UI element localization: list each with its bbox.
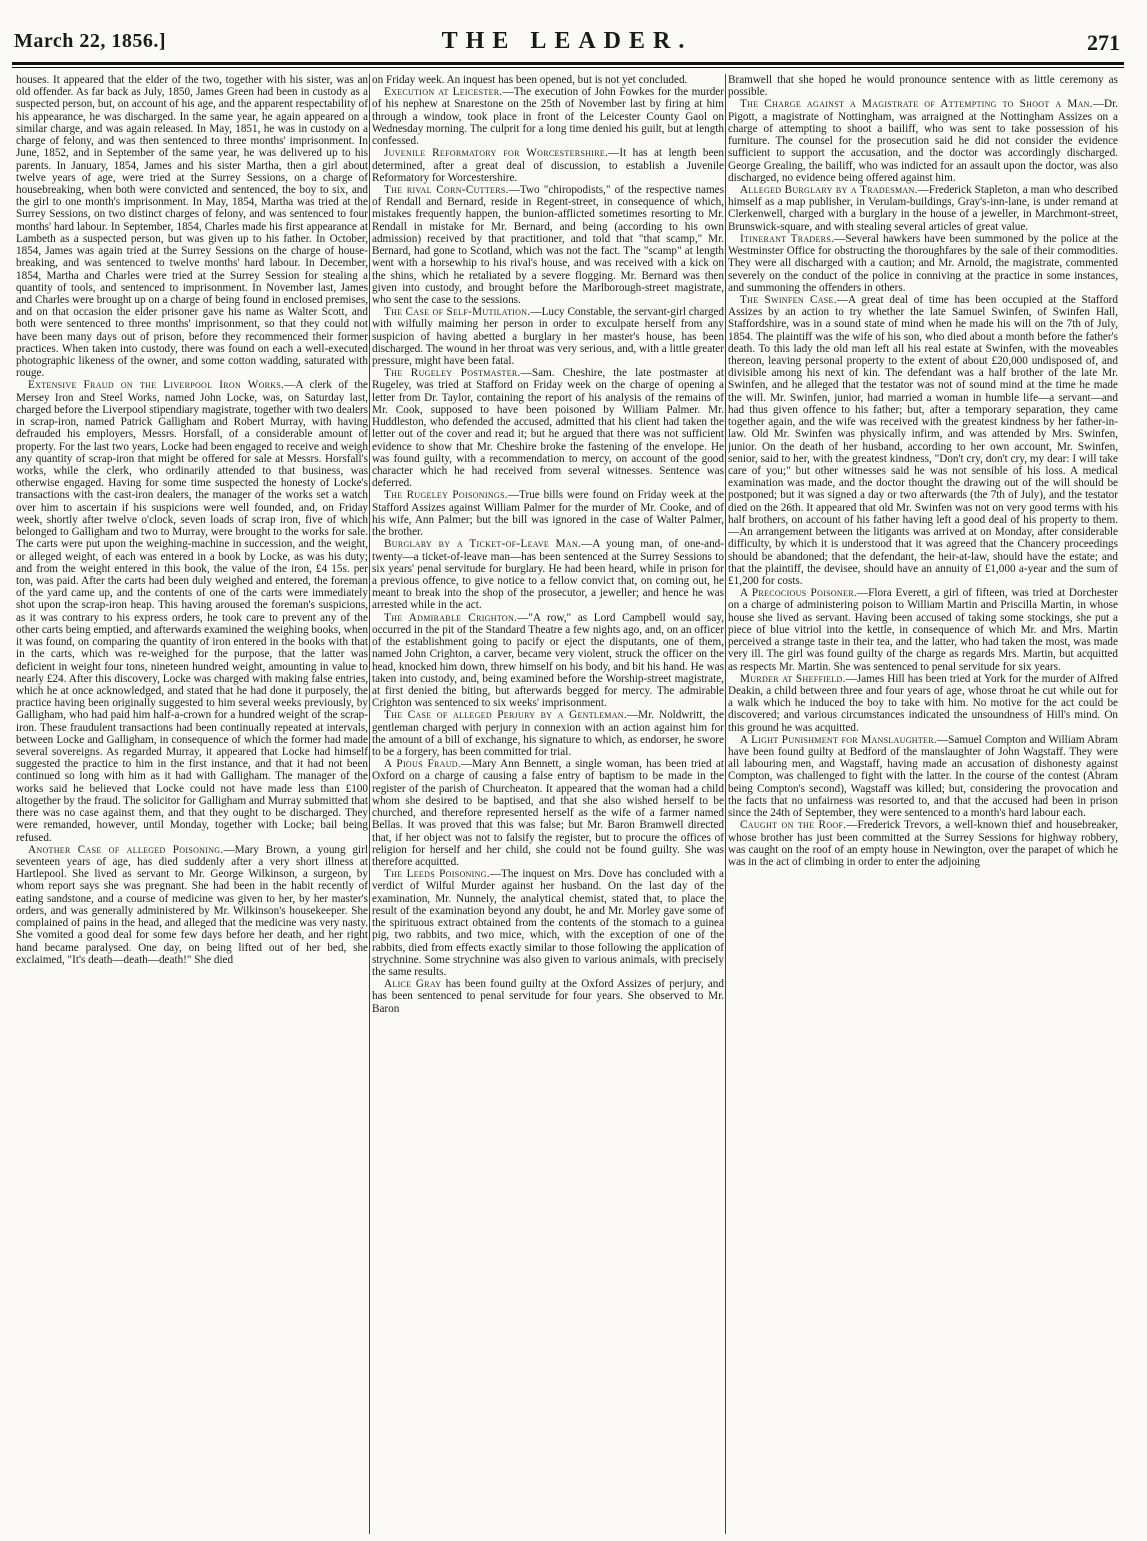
article-body: —"A row," as Lord Campbell would say, occurred in the pit of the Standard Theatre a few nights ago, and, on an officer of the establishment going to pacify or eject the disputants, one of them, named John Crighton, a carver, became very violent, struck the officer on the head, knocked him down, threw himself on his body, and bit his hand. He was taken into custody, and, being examined before the Worship-street magistrate, at first denied the biting, but afterwards begged for mercy. The admirable Crighton was sentenced to six weeks' imprisonment. — [372, 611, 724, 710]
article-body: —A great deal of time has been occupied at the Stafford Assizes by an action to try whether the late Samuel Swinfen, of Swinfen Hall, Staffordshire, was in a sound state of mind when he made his will on the 7th of July, 1854. The plaintiff was the wife of his son, who died about a month before the father's death. To this lady the old man left all his real estate at Swinfen, with the moveables thereon, leaving personal property to the extent of about £20,000 undisposed of, and divisible among his next of kin. The defendant was a half brother of the late Mr. Swinfen, and he alleged that the testator was not of sound mind at the time he made the will. Mr. Swinfen, junior, had married a woman in humble life—a servant—and had thus given offence to his father; but, after a temporary separation, they came together again, and the wife was received with the greatest kindness by her father-in-law. Old Mr. Swinfen was physically infirm, and was attended by Mrs. Swinfen, junior. On the death of her husband, according to her own account, Mr. Swinfen, senior, said to her, with the greatest kindness, "Don't cry, don't cry, my dear: I will take care of you;" but other witnesses said he was not sensible of his loss. A medical examination was made, and the doctor thought the drawing out of the will should be postponed; but it was signed a day or two afterwards (the 7th of July), and the testator died on the 26th. It appeared that old Mr. Swinfen was not on very good terms with his half brothers, on account of his father having left a good deal of his property to them.—An arrangement between the litigants was arrived at on Monday, after considerable difficulty, by which it is understood that it was agreed that the Chancery proceedings should be abandoned; that the defendant, the heir-at-law, should have the estate; and that the plaintiff, the devisee, should have an annuity of £1,000 a-year and the sum of £1,200 for costs. — [728, 293, 1118, 587]
column-3 — [728, 74, 1118, 1534]
article-heading: The Leeds Poisoning. — [384, 868, 490, 881]
article-body: —Dr. Pigott, a magistrate of Nottingham, was arraigned at the Nottingham Assizes on a charge of attempting to shoot a bailiff, who was sent to take possession of his furniture. The counsel for the prosecution said he did not consider the evidence sufficient to support the accusation, and the doctor was accordingly discharged. George Grealing, the bailiff, who was indicted for an assault upon the doctor, was also discharged, no evidence being offered against him. — [728, 98, 1118, 184]
article-paragraph: Bramwell that she hoped he would pronounce sentence with as little ceremony as possible. — [728, 74, 1118, 99]
article-paragraph — [372, 306, 724, 367]
article-body: —True bills were found on Friday week at the Stafford Assizes against William Palmer for the murder of Mr. Cooke, and of his wife, Ann Palmer; but the bill was ignored in the case of Walter Palmer, the brother. — [372, 489, 724, 539]
column-1 — [16, 74, 368, 1534]
article-paragraph — [728, 734, 1118, 820]
article-paragraph — [728, 587, 1118, 673]
article-heading: Juvenile Reformatory for Worcestershire. — [384, 147, 609, 160]
article-heading: The Admirable Crighton. — [384, 611, 518, 624]
article-heading: Itinerant Traders. — [740, 232, 835, 245]
column-2 — [372, 74, 724, 1534]
page-number: 271 — [1087, 30, 1120, 55]
article-heading: Alleged Burglary by a Tradesman. — [740, 183, 918, 196]
article-heading: A Precocious Poisoner. — [740, 587, 857, 600]
article-heading: A Light Punishment for Manslaughter. — [740, 733, 937, 746]
article-body: —The inquest on Mrs. Dove has concluded with a verdict of Wilful Murder against her husband. On the last day of the examination, Mr. Nunnely, the analytical chemist, stated that, to place the result of the examination beyond any doubt, he and Mr. Morley gave some of the spirituous extract obtained from the contents of the stomach to a guinea pig, two rabbits, and two mice, which, with the exception of one of the rabbits, died from effects exactly similar to those following the application of strychnine. Some strychnine was also given to various animals, with precisely the same results. — [372, 868, 724, 978]
masthead-rule-thin — [12, 67, 1124, 68]
article-body: —Sam. Cheshire, the late postmaster at Rugeley, was tried at Stafford on Friday week on the charge of opening a letter from Dr. Taylor, containing the report of his analysis of the remains of Mr. Cook, supposed to have been poisoned by William Palmer. Mr. Huddleston, who defended the accused, admitted that his client had taken the letter out of the cover and read it; but he argued that there was not sufficient evidence to show that Mr. Cheshire broke the fastening of the envelope. He was found guilty, with a recommendation to mercy, on account of the good character which he had received from several witnesses. Sentence was deferred. — [372, 367, 724, 490]
article-heading: Extensive Fraud on the Liverpool Iron Works. — [28, 379, 285, 392]
article-body: —Several hawkers have been summoned by the police at the Westminster Office for obstructing the thoroughfares by the sale of their commodities. They were all discharged with a caution; and Mr. Arnold, the magistrate, commented severely on the conduct of the police in conniving at the practice in some instances, and summoning the offenders in others. — [728, 232, 1118, 294]
article-paragraph — [16, 379, 368, 843]
article-body: —Mary Brown, a young girl seventeen years of age, has died suddenly after a very short illness at Hartlepool. She lived as servant to Mr. George Wilkinson, a surgeon, by whom report says she was pregnant. She had been in the habit recently of eating sandstone, and a course of medicine was given to her, by her master's orders, and was generally administered by Mr. Wilkinson's housekeeper. She complained of pains in the head, and alleged that the medicine was very nasty. She vomited a good deal for some few days before her death, and her right hand became paralysed. One day, on being lifted out of her bed, she exclaimed, "It's death—death—death!" She died — [16, 843, 368, 966]
article-paragraph — [372, 758, 724, 868]
masthead — [14, 28, 1120, 56]
article-paragraph — [372, 147, 724, 184]
article-paragraph — [372, 612, 724, 710]
issue-date: March 22, 1856.] — [14, 30, 167, 52]
article-heading: Alice Gray — [384, 978, 442, 991]
article-heading: The Rugeley Postmaster. — [384, 367, 521, 380]
article-paragraph — [728, 294, 1118, 587]
article-paragraph — [372, 709, 724, 758]
article-body: has been found guilty at the Oxford Assizes of perjury, and has been sentenced to penal servitude for four years. She observed to Mr. Baron — [372, 978, 724, 1015]
masthead-rule — [12, 62, 1124, 65]
article-paragraph — [372, 538, 724, 611]
article-body: —James Hill has been tried at York for the murder of Alfred Deakin, a child between three and four years of age, whose throat he cut while out for a walk which he induced the boy to take with him. No motive for the act could be discovered; and various circumstances indicated the unsoundness of Hill's mind. On this ground he was acquitted. — [728, 672, 1118, 734]
article-paragraph — [728, 184, 1118, 233]
article-heading: Murder at Sheffield. — [740, 672, 846, 685]
newspaper-title: THE LEADER. — [441, 28, 693, 54]
article-paragraph — [372, 868, 724, 978]
article-paragraph — [372, 86, 724, 147]
article-paragraph — [372, 489, 724, 538]
article-body: —Two "chiropodists," of the respective names of Rendall and Bernard, reside in Regent-street, in consequence of which, mistakes frequently happen, the bunion-afflicted sometimes resorting to Mr. Rendall in mistake for Mr. Bernard, and being (according to his own admission) received by that practitioner, and told that "that scamp," Mr. Bernard, had gone to Scotland, which was not the fact. The "scamp" at length went with a horsewhip to his rival's house, and was received with a kick on the shins, which he retaliated by a severe flogging. Mr. Bernard was then given into custody, and brought before the Marlborough-street magistrate, who sent the case to the sessions. — [372, 183, 724, 306]
article-paragraph: houses. It appeared that the elder of the two, together with his sister, was an old offender. As far back as July, 1850, James Green had been in custody as a suspected person, but, on account of his age, and the apparent respectability of his appearance, he was discharged. In the same year, he again appeared on a similar charge, and was again released. In May, 1851, he was in custody on a charge of felony, and was then sentenced to three months' imprisonment. In June, 1852, and in September of the same year, he was delivered up to his parents. In January, 1854, James and his sister Martha, then a girl about twelve years of age, were tried at the Surrey Sessions, on a charge of housebreaking, when both were convicted and sentenced, the boy to six, and the girl to one month's imprisonment. In May, 1854, Martha was tried at the Surrey Sessions, on two distinct charges of felony, and was sentenced to four months' hard labour. In September, 1854, Charles made his first appearance at Lambeth as a suspected person, but was given up to his father. In October, 1854, James was again tried at the Surrey Sessions on the charge of house-breaking, and was sentenced to twelve months' hard labour. In December, 1854, Martha and Charles were tried at the Surrey Session for stealing a quantity of tools, and sentenced to imprisonment. In November last, James and Charles were brought up on a charge of being found in enclosed premises, and on that occasion the elder prisoner gave his name as Walter Scott, and both were sentenced to three months' imprisonment, so that they could not have been many days out of prison, before they recommenced their former practices. When taken into custody, there was found on each a well-executed photographic likeness of the owner, and some cotton wadding, saturated with rouge. — [16, 74, 368, 380]
article-paragraph: on Friday week. An inquest has been opened, but is not yet concluded. — [372, 74, 688, 86]
article-paragraph — [728, 98, 1118, 184]
article-body: —Mr. Noldwritt, the gentleman charged with perjury in connexion with an action against him for the amount of a bill of exchange, his signature to which, as endorser, he swore to be a forgery, has been committed for trial. — [372, 709, 724, 759]
article-heading: The Charge against a Magistrate of Attempting to Shoot a Man. — [740, 98, 1093, 111]
article-body: —Mary Ann Bennett, a single woman, has been tried at Oxford on a charge of causing a false entry of baptism to be made in the register of the parish of Churcheaton. It appeared that the woman had a child whom she desired to be baptised, and that she also wished herself to be churched, and therefore represented herself as the wife of a farmer named Bellas. It was proved that this was false; but Mr. Baron Bramwell directed that, if her object was not to falsify the register, but to procure the offices of religion for herself and her child, she could not be found guilty. She was therefore acquitted. — [372, 758, 724, 868]
article-paragraph — [728, 819, 1118, 868]
article-heading: The Swinfen Case. — [740, 293, 837, 306]
article-body: —A clerk of the Mersey Iron and Steel Works, named John Locke, was, on Saturday last, charged before the Liverpool stipendiary magistrate, together with two dealers in scrap-iron, named Patrick Galligham and Robert Murray, with having defrauded his employers, Messrs. Horsfall, of a considerable amount of property. For the last two years, Locke had been engaged to receive and weigh any quantity of scrap-iron that might be offered for sale at Messrs. Horsfall's works, while the clerk, who ordinarily attended to that business, was otherwise engaged. Having for some time suspected the honesty of Locke's transactions with the cast-iron dealers, the manager of the works set a watch over him to ascertain if his suspicions were well founded, and, on Friday week, shortly after twelve o'clock, seven loads of scrap iron, five of which belonged to Galligham and two to Murray, were brought to the works for sale. The carts were put upon the weighing-machine in succession, and the weight, or alleged weight, of each was entered in a book by Locke, as was his duty; and from the weight entered in this book, the value of the iron, £4 15s. per ton, was paid. After the carts had been duly weighed and entered, the foreman of the yard came up, and the contents of one of the carts were immediately shot upon the scrap-iron heap. This having aroused the foreman's suspicions, as it was contrary to his express orders, he took care to prevent any of the other carts being emptied, and afterwards examined the weighing books, when it was found, on comparing the quantity of iron entered in the books with that in the carts, which was re-weighed for the purpose, that the latter was deficient in weight four tons, nineteen hundred weight, amounting in value to nearly £24. After this discovery, Locke was charged with making false entries, which he at once acknowledged, and stated that he had done it purposely, the practice having been originally suggested to him several weeks previously, by Galligham, who had paid him half-a-crown for a hundred weight of the scrap-iron. These fraudulent transactions had been continually repeated at intervals, between Locke and Galligham, in consequence of which the former had made several sovereigns. As regarded Murray, it appeared that Locke had himself suggested the practice to him in the first instance, and that it had not been continued so long with him as it had with Galligham. The manager of the works said he believed that Locke could not have made less than £100 altogether by the fraud. The solicitor for Galligham and Murray submitted that there was no case against them, and that they ought to be discharged. They were remanded, however, until Monday, together with Locke; bail being refused. — [16, 379, 368, 844]
article-heading: The Rugeley Poisonings. — [384, 489, 508, 502]
article-body: —Samuel Compton and William Abram have been found guilty at Bedford of the manslaughter of John Wagstaff. They were all labouring men, and Wagstaff, having made an accusation of dishonesty against Compton, was challenged to fight with the latter. In the course of the contest (Abram being Compton's second), Wagstaff was killed; but, considering the provocation and the facts that no unfairness was resorted to, and that the accused had been in prison since the 24th of September, they were sentenced to a month's hard labour each. — [728, 733, 1118, 820]
article-paragraph — [728, 233, 1118, 294]
article-paragraph — [372, 978, 724, 1015]
article-heading: The Case of alleged Perjury by a Gentleman. — [384, 709, 627, 722]
article-heading: The rival Corn-Cutters. — [384, 183, 509, 196]
article-heading: Execution at Leicester. — [384, 86, 503, 99]
column-divider — [369, 74, 370, 1534]
article-heading: Caught on the Roof. — [740, 819, 847, 832]
article-heading: Burglary by a Ticket-of-Leave Man. — [384, 538, 582, 551]
article-paragraph — [372, 367, 724, 489]
article-body: —The execution of John Fowkes for the murder of his nephew at Snarestone on the 25th of November last by firing at him through a window, took place in front of the Leicester County Gaol on Wednesday morning. The culprit for a long time denied his guilt, but at length confessed. — [372, 86, 724, 148]
article-body: —Frederick Trevors, a well-known thief and housebreaker, whose brother has just been committed at the Surrey Sessions for highway robbery, was caught on the roof of an empty house in Newington, over the parapet of which he was in the act of climbing in order to enter the adjoining — [728, 819, 1118, 868]
article-body: —Lucy Constable, the servant-girl charged with wilfully maiming her person in order to exculpate herself from any suspicion of having abetted a burglary in her master's house, has been discharged. The wound in her throat was very serious, and, with a little greater pressure, might have been fatal. — [372, 306, 724, 368]
article-paragraph — [372, 184, 724, 306]
article-heading: A Pious Fraud. — [384, 758, 461, 771]
article-paragraph — [16, 844, 368, 966]
article-heading: Another Case of alleged Poisoning. — [28, 843, 224, 856]
column-divider — [725, 74, 726, 1534]
article-heading: The Case of Self-Mutilation. — [384, 306, 531, 319]
article-body: —It has at length been determined, after a great deal of discussion, to establish a Juvenile Reformatory for Worcestershire. — [372, 147, 724, 184]
article-body: —A young man, of one-and-twenty—a ticket-of-leave man—has been sentenced at the Surrey Sessions to six years' penal servitude for burglary. He had been heard, while in prison for a previous offence, to give notice to a fellow convict that, on coming out, he meant to break into the shop of the prosecutor, a jeweller; and hence he was arrested while in the act. — [372, 538, 724, 612]
article-body: —Frederick Stapleton, a man who described himself as a map publisher, in Verulam-buildings, Gray's-inn-lane, is under remand at Clerkenwell, charged with a burglary in the house of a jeweller, in Marchmont-street, Brunswick-square, and with stealing several articles of great value. — [728, 183, 1118, 233]
article-body: —Flora Everett, a girl of fifteen, was tried at Dorchester on a charge of administering poison to William Martin and Priscilla Martin, in whose house she lived as servant. Having been accused of taking some stockings, she put a piece of blue vitriol into the kettle, in consequence of which Mr. and Mrs. Martin perceived a strange taste in their tea, and the latter, who had taken the most, was made very ill. The girl was found guilty of the charge as regards Mrs. Martin, but acquitted as respects Mr. Martin. She was sentenced to penal servitude for six years. — [728, 587, 1118, 673]
article-paragraph — [728, 673, 1118, 734]
